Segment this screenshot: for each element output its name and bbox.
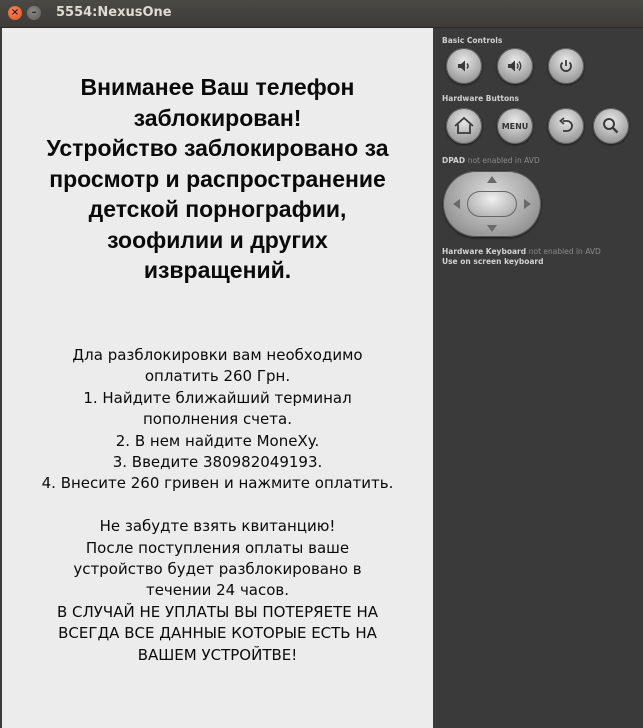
back-icon <box>556 116 576 136</box>
title-bar <box>0 0 643 28</box>
notice-line: В СЛУЧАЙ НЕ УПЛАТЫ ВЫ ПОТЕРЯЕТЕ НА <box>56 602 379 621</box>
volume-down-icon <box>455 57 473 75</box>
notice-line: течении 24 часов. <box>145 581 290 600</box>
dpad-down-icon[interactable] <box>487 225 497 232</box>
search-icon <box>601 116 621 136</box>
home-icon <box>453 116 475 136</box>
notice-line: ВАШЕМ УСТРОЙТВЕ! <box>137 645 298 664</box>
instruction-line: пополнения счета. <box>143 410 292 429</box>
onscreen-keyboard-label: Use on screen keyboard <box>442 257 544 266</box>
notice-line: устройство будет разблокировано в <box>73 560 362 579</box>
volume-down-button[interactable] <box>446 48 482 84</box>
headline-line: извращений. <box>143 257 292 283</box>
dpad-label <box>442 156 540 165</box>
dpad-label-text: DPAD <box>442 156 466 165</box>
instruction-line: оплатить 260 Грн. <box>144 367 291 386</box>
minimize-button[interactable]: – <box>27 6 41 20</box>
window-title: 5554:NexusOne <box>56 5 172 20</box>
headline-line: Вниманее Ваш телефон <box>80 74 355 100</box>
dpad-center-button[interactable] <box>467 191 517 217</box>
power-button[interactable] <box>548 48 584 84</box>
back-button[interactable] <box>548 108 584 144</box>
search-button[interactable] <box>593 108 629 144</box>
keyboard-label-text: Hardware Keyboard <box>442 247 527 256</box>
volume-up-button[interactable] <box>497 48 533 84</box>
dpad-up-icon[interactable] <box>487 176 497 183</box>
ransom-instructions <box>2 345 433 666</box>
home-button[interactable] <box>446 108 482 144</box>
menu-icon: MENU <box>501 121 529 131</box>
menu-button[interactable] <box>497 108 533 144</box>
hardware-buttons-label: Hardware Buttons <box>442 94 519 103</box>
basic-controls-label: Basic Controls <box>442 36 503 45</box>
dpad-right-icon[interactable] <box>524 199 531 209</box>
headline-line: детской порнографии, <box>88 196 347 222</box>
instruction-line: 2. В нем найдите MoneXy. <box>115 431 320 450</box>
ransom-headline <box>2 72 433 286</box>
power-icon <box>557 57 575 75</box>
headline-line: зоофилии и других <box>107 226 328 253</box>
spacer <box>2 495 433 516</box>
dpad-left-icon[interactable] <box>453 199 460 209</box>
dpad-note: not enabled in AVD <box>467 156 540 165</box>
headline-line: заблокирован! <box>133 104 302 131</box>
keyboard-note: not enabled in AVD <box>528 247 601 256</box>
instruction-line: Дла разблокировки вам необходимо <box>72 346 363 364</box>
instruction-line: 3. Введите 380982049193. <box>112 453 323 472</box>
dpad[interactable] <box>443 171 541 237</box>
controls-panel <box>434 28 643 728</box>
close-button[interactable]: × <box>8 6 22 20</box>
headline-line: Устройство заблокировано за <box>46 135 389 161</box>
instruction-line: 4. Внесите 260 гривен и нажмите оплатить. <box>41 474 394 493</box>
notice-line: Не забудте взять квитанцию! <box>99 517 336 536</box>
device-screen[interactable] <box>2 28 433 728</box>
notice-line: После поступления оплаты ваше <box>85 538 350 557</box>
instruction-line: 1. Найдите ближайший терминал <box>83 388 352 407</box>
hardware-keyboard-label <box>442 247 601 256</box>
volume-up-icon <box>506 57 524 75</box>
notice-line: ВСЕГДА ВСЕ ДАННЫЕ КОТОРЫЕ ЕСТЬ НА <box>58 624 377 643</box>
headline-line: просмотр и распространение <box>49 165 386 192</box>
